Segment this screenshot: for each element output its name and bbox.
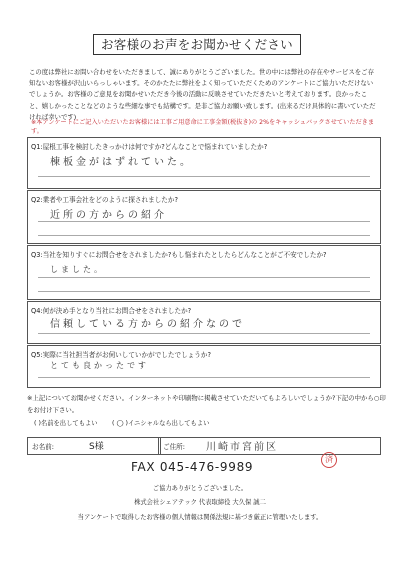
name-label: お名前: — [32, 443, 55, 451]
question-label: Q1:屋根工事を検討したきっかけは何ですか?どんなことで悩まれていましたか? — [31, 143, 268, 151]
company-name: 株式会社シェアテック 代表取締役 大久保 誠二 — [134, 499, 266, 506]
answer-line — [38, 377, 370, 378]
page-title: お客様のお声をお聞かせください — [93, 34, 301, 55]
cashback-note: ※本アンケートにご記入いただいたお客様には工事ご用意命に工事金額(税抜き)の 2%をキャッシュバックさせていただきます。 — [31, 119, 375, 135]
question-label: Q4:何が決め手となり当社にお問合せをされましたか? — [31, 307, 192, 315]
answer-line — [38, 235, 370, 236]
answer-line — [38, 277, 370, 278]
handwritten-answer: 近所の方からの紹介 — [50, 210, 167, 221]
question-box-4 — [27, 301, 381, 344]
handwritten-answer: とても良かったです — [50, 361, 149, 370]
handwritten-answer: しました。 — [50, 265, 105, 274]
question-label: Q2:業者や工事会社をどのように探されましたか? — [31, 196, 178, 204]
address-label: ご住所: — [163, 443, 186, 451]
fax-number: FAX 045-476-9989 — [131, 460, 254, 474]
question-label: Q5:実際に当社担当者がお伺いしていかがでしたでしょうか? — [31, 351, 211, 359]
handwritten-answer: 信頼している方からの紹介なので — [50, 319, 245, 330]
question-box-5 — [27, 345, 381, 388]
publish-question: ※上記についてお聞かせください。インターネットや印刷物に掲載させていただいてもよろしいでしょうか?下記の中から○印をお付け下さい。 — [27, 394, 386, 414]
question-box-3 — [27, 245, 381, 300]
choice-full-name[interactable]: ( )名前を出してもよい — [34, 420, 98, 427]
name-box — [27, 437, 161, 455]
name-value: S様 — [89, 442, 104, 452]
check-stamp: 済 — [321, 452, 337, 468]
answer-line — [38, 291, 370, 292]
thanks-text: ご協力ありがとうございました。 — [152, 485, 248, 492]
choice-initials[interactable]: ( ◯ )イニシャルなら出してもよい — [112, 420, 210, 427]
answer-line — [38, 176, 370, 177]
question-box-1 — [27, 137, 381, 189]
privacy-note: 当アンケートで取得したお客様の個人情報は関係法規に基づき厳正に管理いたします。 — [77, 514, 323, 521]
address-value: 川崎市宮前区 — [206, 442, 278, 453]
answer-line — [38, 221, 370, 222]
handwritten-answer: 棟板金がはずれていた。 — [50, 157, 193, 168]
answer-line — [38, 333, 370, 334]
intro-text: この度は弊社にお問い合わせをいただきまして、誠にありがとうございました。世の中には弊社の存在やサービスをご存知ないお客様が沢山いらっしゃいます。そのかたたに弊社をよく知っていただくためのアンケートにご協力いただけないでしょうか。お客様のご意見をお聞かせいただき今後の活動に反映させていただきたいと考えております。良かったこと、嬉しかったことなどのような些細な事でも結構です。是非ご協力お願い致します。(出来るだけ具体的に書いていただければ幸いです) — [29, 68, 376, 121]
question-box-2 — [27, 190, 381, 244]
address-box — [158, 437, 381, 455]
question-label: Q3:当社を知りすぐにお問合せをされましたか?もし悩まれたとしたらどんなことがご不安でしたか? — [31, 251, 327, 259]
